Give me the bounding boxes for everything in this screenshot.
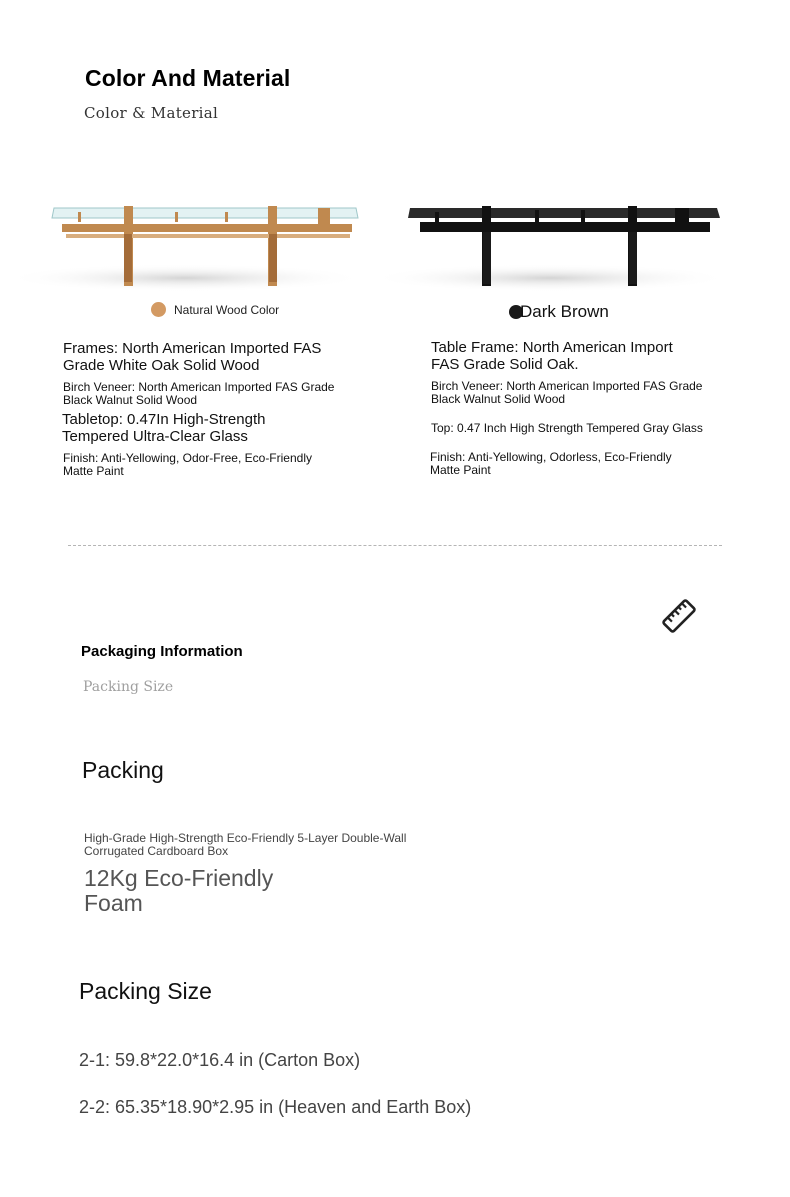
spec-top: Top: 0.47 Inch High Strength Tempered Gray Glass (431, 421, 703, 435)
foam-line-2: Foam (84, 890, 143, 916)
packing-size-heading: Packing Size (79, 978, 212, 1004)
dark-brown-table-image (365, 190, 735, 300)
natural-wood-table-image (0, 190, 370, 300)
spec-tabletop: Tabletop: 0.47In High-Strength Tempered Ultra-Clear Glass (62, 411, 266, 445)
spec-finish: Finish: Anti-Yellowing, Odor-Free, Eco-Friendly Matte Paint (63, 451, 312, 478)
swatch-label: Natural Wood Color (174, 302, 280, 317)
spec-frames: Frames: North American Imported FAS Grade White Oak Solid Wood (63, 340, 322, 374)
box-description: High-Grade High-Strength Eco-Friendly 5-Layer Double-Wall Corrugated Cardboard Box (84, 831, 407, 858)
packaging-title: Packaging Information (81, 643, 243, 660)
packing-heading: Packing (82, 757, 164, 783)
foam-line-1: 12Kg Eco-Friendly (84, 865, 274, 891)
section-title: Color And Material (85, 65, 291, 91)
spec-veneer: Birch Veneer: North American Imported FAS Grade Black Walnut Solid Wood (431, 379, 703, 406)
spec-finish: Finish: Anti-Yellowing, Odorless, Eco-Friendly Matte Paint (430, 450, 672, 477)
foam-info (84, 866, 273, 916)
spec-frames: Table Frame: North American Import FAS Grade Solid Oak. (431, 339, 673, 373)
swatch-natural-wood[interactable] (151, 302, 279, 317)
packing-size-item: 2-2: 65.35*18.90*2.95 in (Heaven and Earth Box) (79, 1097, 472, 1117)
ruler-icon (660, 597, 698, 635)
swatch-dark-brown[interactable] (509, 302, 609, 322)
natural-wood-swatch-dot (151, 302, 166, 317)
section-divider (68, 545, 722, 546)
spec-veneer: Birch Veneer: North American Imported FAS Grade Black Walnut Solid Wood (63, 380, 335, 407)
packing-size-item: 2-1: 59.8*22.0*16.4 in (Carton Box) (79, 1050, 361, 1070)
swatch-label: Dark Brown (520, 302, 609, 321)
packaging-subtitle: Packing Size (83, 679, 174, 695)
section-subtitle: Color & Material (84, 104, 219, 122)
